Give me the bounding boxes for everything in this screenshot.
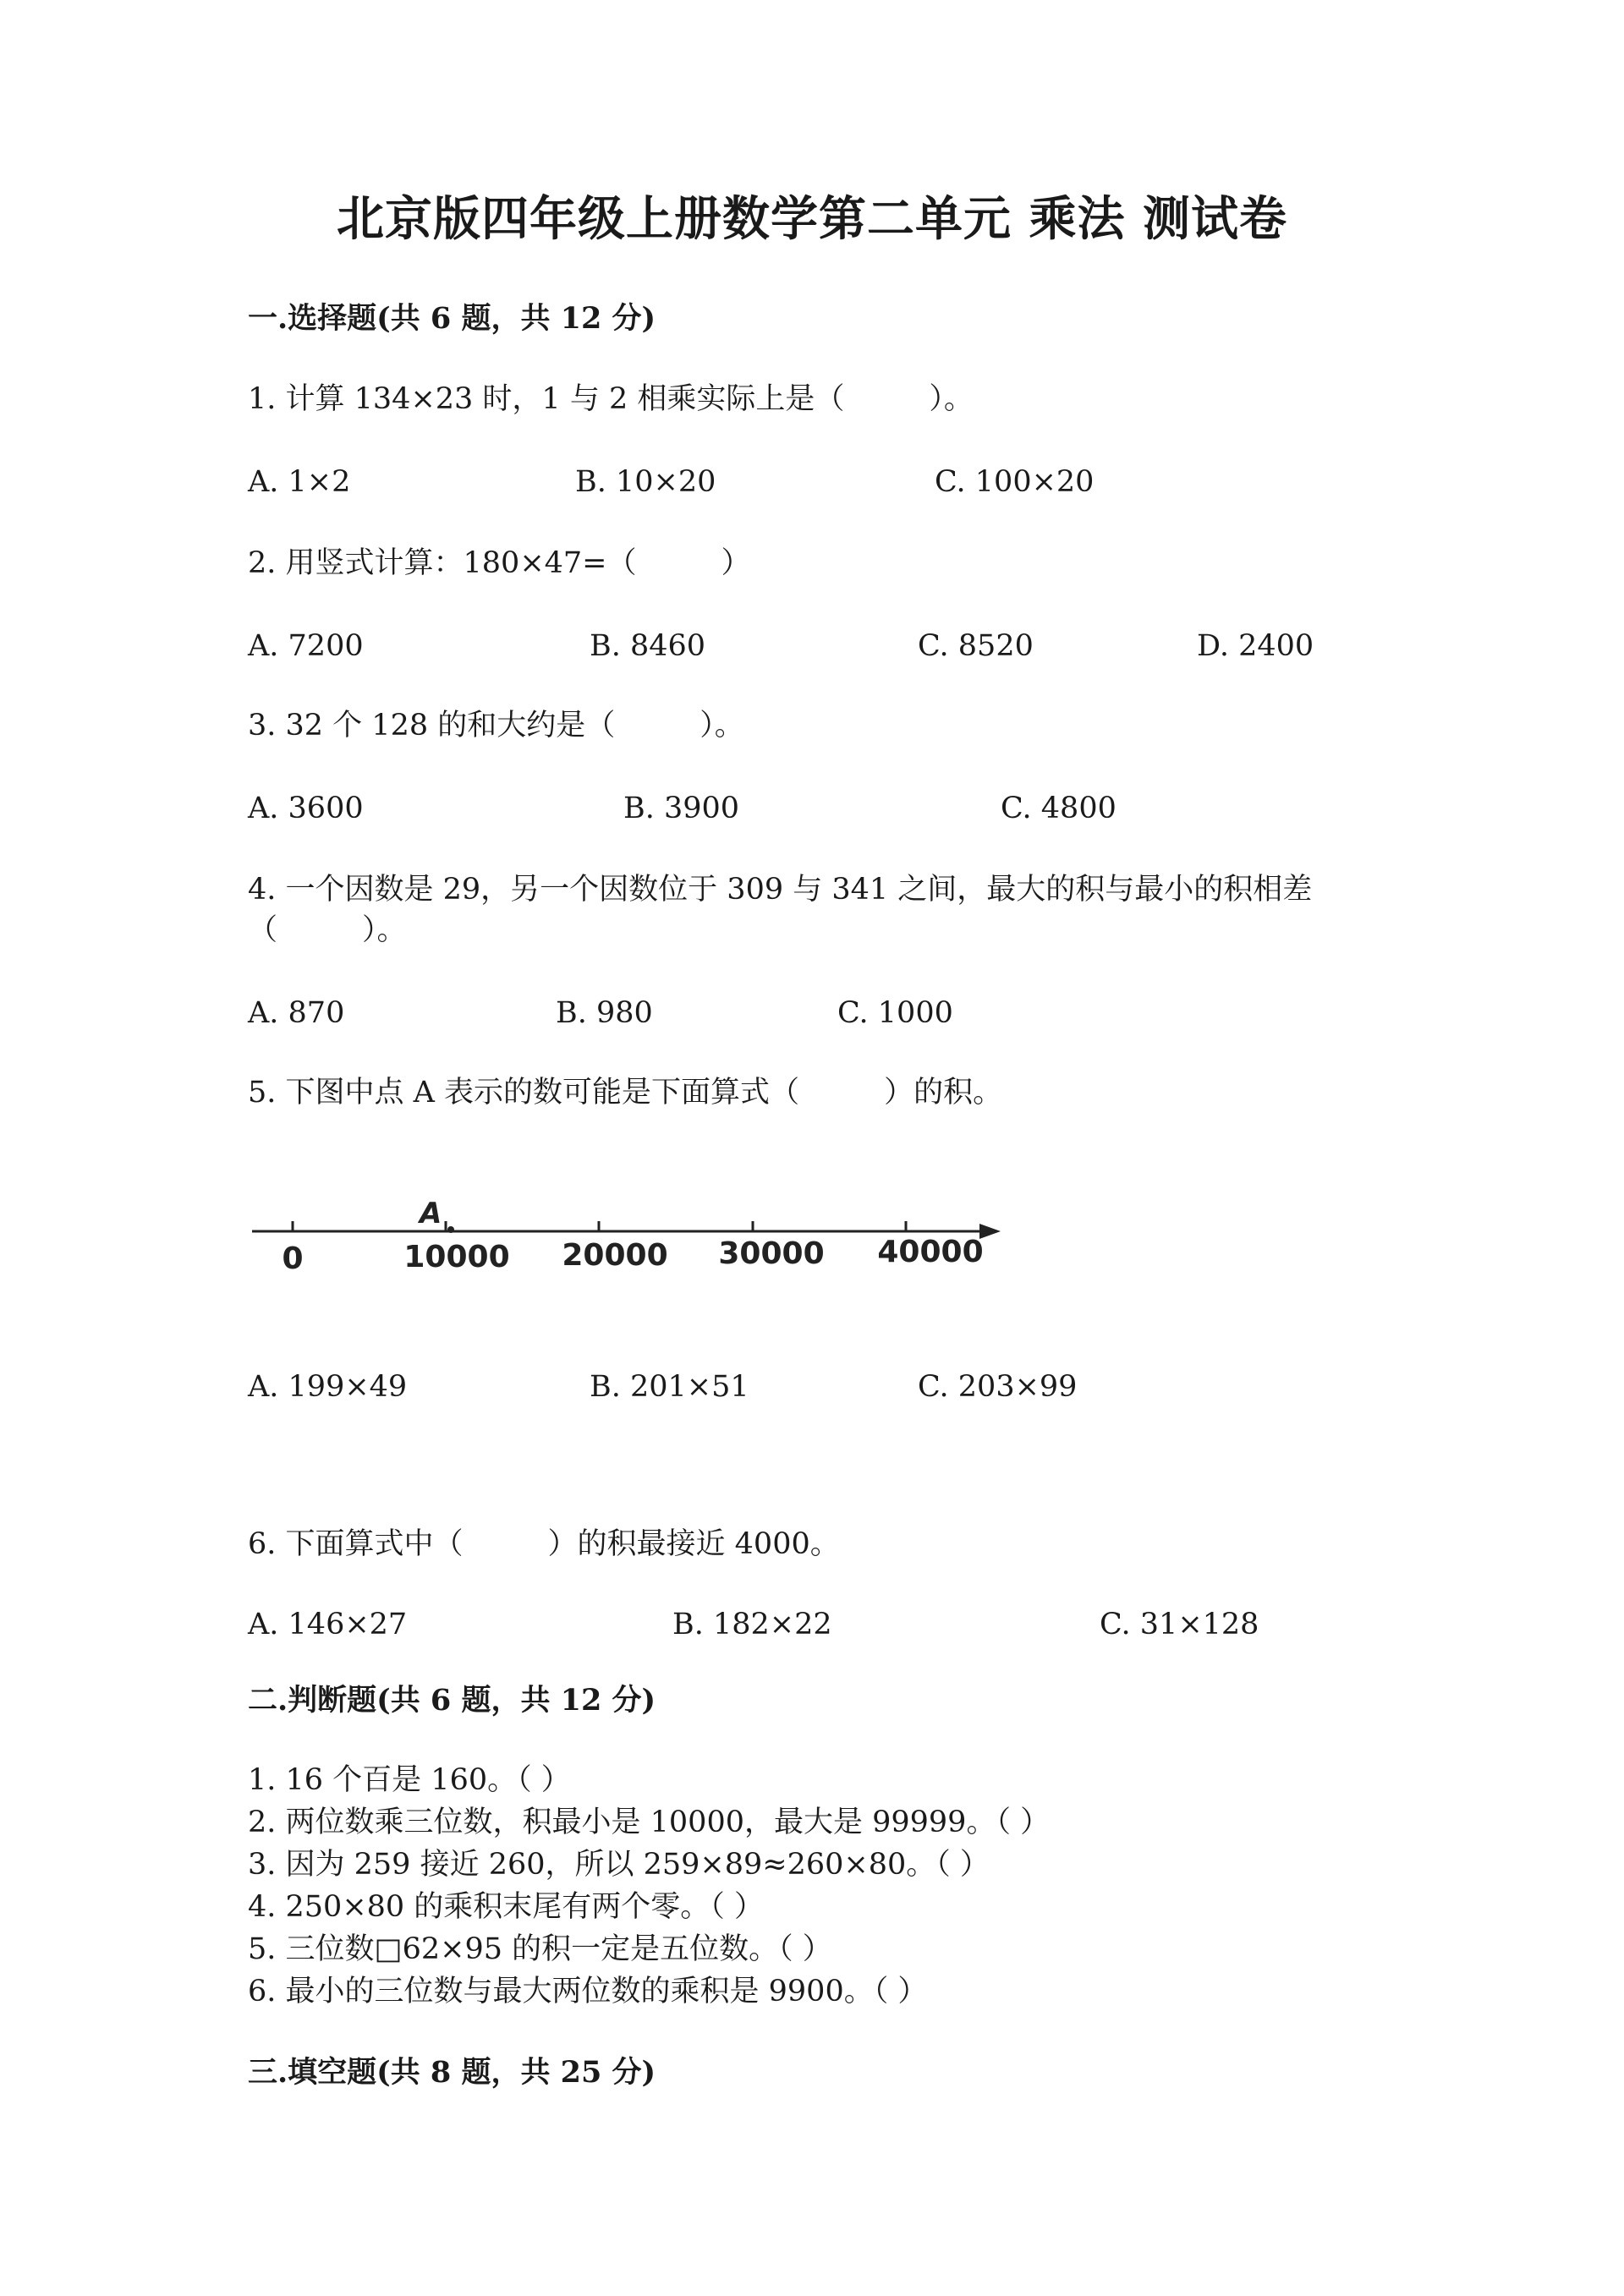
question-text: 5. 下图中点 A 表示的数可能是下面算式（	[248, 1076, 800, 1110]
option-b[interactable]: B. 201×51	[590, 1370, 749, 1404]
point-a-label: A	[420, 1197, 442, 1230]
question-text: （	[248, 913, 278, 947]
question-text: 1. 计算 134×23 时，1 与 2 相乘实际上是（	[248, 382, 845, 416]
option-a[interactable]: A. 146×27	[248, 1608, 408, 1641]
judge-question-5: 5. 三位数□62×95 的积一定是五位数。（ ）	[248, 1932, 832, 1966]
option-a[interactable]: A. 199×49	[248, 1370, 408, 1404]
tick-label-30000: 30000	[718, 1236, 825, 1271]
judge-question-6: 6. 最小的三位数与最大两位数的乘积是 9900。（ ）	[248, 1975, 928, 2008]
judge-question-2: 2. 两位数乘三位数，积最小是 10000，最大是 99999。（ ）	[248, 1806, 1051, 1839]
option-d[interactable]: D. 2400	[1197, 629, 1314, 663]
question-text-end: ）。	[362, 913, 407, 947]
choice-question-6	[248, 1522, 840, 1567]
option-a[interactable]: A. 7200	[248, 629, 364, 663]
choice-question-5	[248, 1071, 1002, 1115]
option-c[interactable]: C. 31×128	[1100, 1608, 1259, 1641]
option-c[interactable]: C. 1000	[837, 996, 953, 1030]
judge-question-3: 3. 因为 259 接近 260，所以 259×89≈260×80。（ ）	[248, 1848, 990, 1882]
section-choice-heading: 一.选择题(共 6 题，共 12 分)	[248, 301, 656, 336]
option-b[interactable]: B. 10×20	[575, 465, 716, 499]
option-b[interactable]: B. 980	[556, 996, 653, 1030]
number-line-figure	[245, 1184, 1023, 1302]
question-text-end: ）。	[929, 382, 974, 416]
choice-question-3	[248, 704, 744, 748]
option-a[interactable]: A. 3600	[248, 792, 364, 825]
option-c[interactable]: C. 4800	[1001, 792, 1116, 825]
choice-question-4-line2	[248, 908, 407, 953]
question-text: 6. 下面算式中（	[248, 1527, 464, 1561]
question-text-end: ）的积。	[884, 1076, 1003, 1110]
choice-question-2	[248, 541, 751, 586]
tick-label-20000: 20000	[562, 1238, 668, 1273]
judge-question-1: 1. 16 个百是 160。（ ）	[248, 1763, 571, 1797]
option-c[interactable]: C. 203×99	[918, 1370, 1078, 1404]
section-judge-heading: 二.判断题(共 6 题，共 12 分)	[248, 1683, 656, 1718]
option-b[interactable]: B. 8460	[590, 629, 706, 663]
option-a[interactable]: A. 1×2	[248, 465, 351, 499]
option-b[interactable]: B. 182×22	[672, 1608, 832, 1641]
question-text-end: ）	[721, 546, 751, 580]
option-c[interactable]: C. 100×20	[935, 465, 1095, 499]
option-c[interactable]: C. 8520	[918, 629, 1034, 663]
question-text-end: ）。	[700, 709, 744, 743]
question-text: 2. 用竖式计算：180×47=（	[248, 546, 637, 580]
option-b[interactable]: B. 3900	[623, 792, 740, 825]
choice-question-4	[248, 868, 1312, 912]
judge-question-4: 4. 250×80 的乘积末尾有两个零。（ ）	[248, 1890, 764, 1924]
tick-label-0: 0	[282, 1241, 304, 1276]
tick-label-40000: 40000	[877, 1235, 984, 1269]
question-text-end: ）的积最接近 4000。	[547, 1527, 840, 1561]
page-title: 北京版四年级上册数学第二单元 乘法 测试卷	[337, 191, 1287, 247]
point-a-marker	[447, 1226, 454, 1233]
section-fill-heading: 三.填空题(共 8 题，共 25 分)	[248, 2055, 656, 2090]
question-text: 3. 32 个 128 的和大约是（	[248, 709, 616, 743]
tick-label-10000: 10000	[403, 1240, 510, 1274]
question-text: 4. 一个因数是 29，另一个因数位于 309 与 341 之间，最大的积与最小的积相差	[248, 873, 1313, 907]
choice-question-1	[248, 377, 974, 422]
option-a[interactable]: A. 870	[248, 996, 345, 1030]
